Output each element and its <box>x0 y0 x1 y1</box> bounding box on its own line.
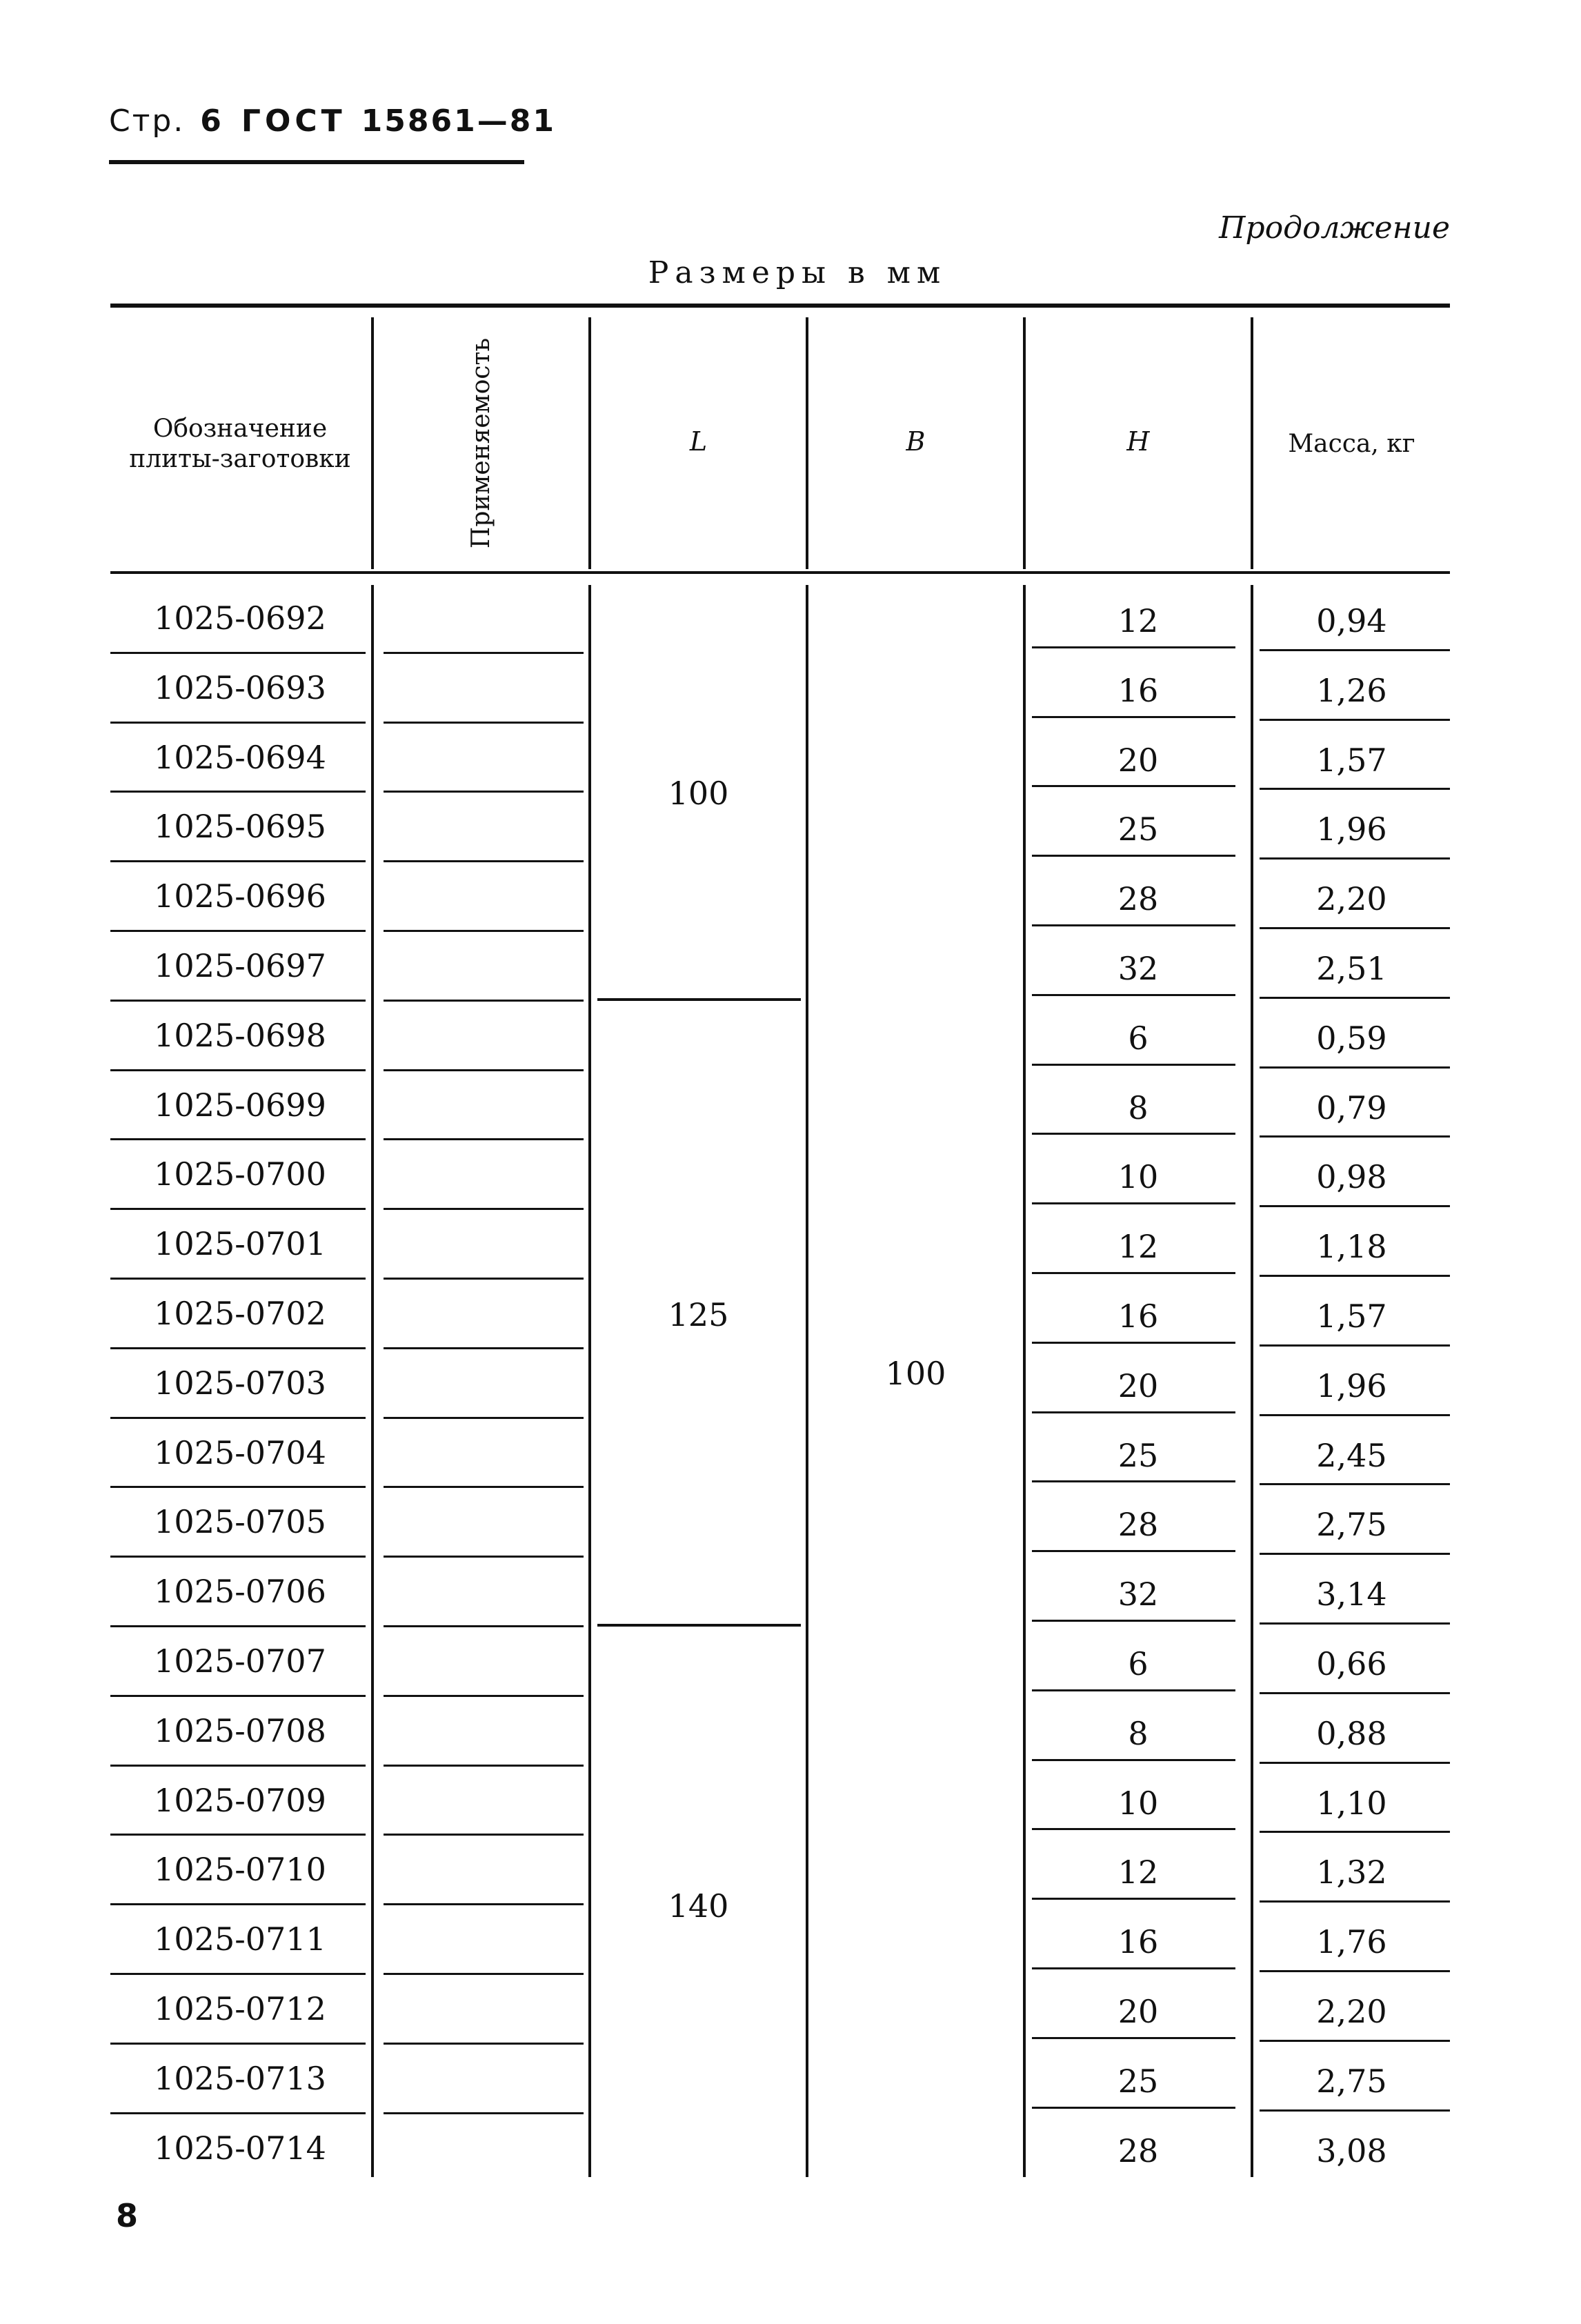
B-cell: 100 <box>885 1355 946 1393</box>
row-rule <box>384 652 584 654</box>
mass-cell: 1,96 <box>1316 811 1387 848</box>
row-rule <box>110 930 366 932</box>
row-rule <box>110 2043 366 2045</box>
row-rule <box>1032 924 1235 926</box>
row-rule <box>384 1208 584 1210</box>
mass-cell: 3,14 <box>1316 1576 1387 1613</box>
row-rule <box>110 1765 366 1767</box>
L-group-cell: 125 <box>668 1296 729 1334</box>
row-rule <box>110 1834 366 1836</box>
row-rule <box>110 860 366 862</box>
mass-cell: 3,08 <box>1316 2132 1387 2169</box>
mass-cell: 1,26 <box>1316 671 1387 709</box>
row-rule <box>110 1695 366 1697</box>
designation-cell: 1025-0693 <box>154 668 326 706</box>
row-rule <box>1260 1622 1450 1625</box>
page-number-bottom: 8 <box>116 2197 139 2234</box>
mass-cell: 0,59 <box>1316 1019 1387 1057</box>
designation-cell: 1025-0707 <box>154 1642 326 1680</box>
row-rule <box>1260 1135 1450 1138</box>
row-rule <box>384 1556 584 1558</box>
designation-cell: 1025-0700 <box>154 1155 326 1193</box>
h-cell: 25 <box>1117 2062 1159 2100</box>
h-cell: 8 <box>1128 1714 1149 1752</box>
row-rule <box>384 2043 584 2045</box>
row-rule <box>110 1556 366 1558</box>
page-label: Стр. <box>109 103 186 139</box>
row-rule <box>384 1973 584 1975</box>
row-rule <box>110 1000 366 1002</box>
header-designation: Обозначение плиты-заготовки <box>129 415 351 473</box>
row-rule <box>1260 649 1450 651</box>
row-rule <box>384 1417 584 1419</box>
row-rule <box>1032 994 1235 996</box>
row-rule <box>1260 927 1450 929</box>
row-rule <box>1032 855 1235 857</box>
row-rule <box>110 1138 366 1140</box>
col-divider <box>588 585 591 2177</box>
row-rule <box>384 1903 584 1905</box>
standard-number: 15861—81 <box>361 103 556 139</box>
designation-cell: 1025-0711 <box>154 1920 326 1958</box>
designation-cell: 1025-0692 <box>154 599 326 637</box>
mass-cell: 0,66 <box>1316 1645 1387 1682</box>
mass-cell: 0,94 <box>1316 602 1387 639</box>
row-rule <box>1260 1205 1450 1207</box>
row-rule <box>110 1347 366 1349</box>
designation-cell: 1025-0712 <box>154 1990 326 2027</box>
h-cell: 32 <box>1117 950 1159 987</box>
row-rule <box>110 1417 366 1419</box>
row-rule <box>1032 1064 1235 1066</box>
designation-cell: 1025-0698 <box>154 1016 326 1054</box>
row-rule <box>110 722 366 724</box>
designation-cell: 1025-0709 <box>154 1781 326 1819</box>
row-rule <box>384 1278 584 1280</box>
row-rule <box>384 1138 584 1140</box>
designation-cell: 1025-0705 <box>154 1503 326 1541</box>
mass-cell: 0,98 <box>1316 1158 1387 1196</box>
row-rule <box>110 2112 366 2114</box>
row-rule <box>1032 1480 1235 1482</box>
h-cell: 6 <box>1128 1645 1149 1682</box>
page-header <box>109 103 556 139</box>
row-rule <box>384 1486 584 1488</box>
h-cell: 12 <box>1117 1854 1159 1891</box>
header-applicability-cell <box>374 317 588 569</box>
mass-cell: 2,75 <box>1316 1506 1387 1544</box>
row-rule <box>1032 2037 1235 2039</box>
L-group-cell: 140 <box>668 1887 729 1925</box>
h-cell: 16 <box>1117 1298 1159 1335</box>
h-cell: 20 <box>1117 1993 1159 2030</box>
mass-cell: 2,75 <box>1316 2062 1387 2100</box>
L-group-rule <box>597 1624 801 1627</box>
row-rule <box>1032 2107 1235 2109</box>
row-rule <box>384 930 584 932</box>
mass-cell: 0,88 <box>1316 1714 1387 1752</box>
continuation-label: Продолжение <box>1219 210 1450 246</box>
designation-cell: 1025-0699 <box>154 1086 326 1124</box>
row-rule <box>1260 1066 1450 1069</box>
row-rule <box>1032 1411 1235 1413</box>
row-rule <box>384 860 584 862</box>
units-caption: Размеры в мм <box>648 255 947 290</box>
mass-cell: 1,57 <box>1316 741 1387 779</box>
row-rule <box>1032 1759 1235 1761</box>
row-rule <box>1260 1970 1450 1972</box>
table-header-rule <box>110 571 1450 574</box>
mass-cell: 1,76 <box>1316 1923 1387 1961</box>
mass-cell: 2,45 <box>1316 1436 1387 1474</box>
row-rule <box>384 1765 584 1767</box>
designation-cell: 1025-0710 <box>154 1851 326 1889</box>
row-rule <box>1260 2040 1450 2042</box>
h-cell: 10 <box>1117 1784 1159 1822</box>
h-cell: 12 <box>1117 1228 1159 1266</box>
row-rule <box>1032 716 1235 718</box>
row-rule <box>1260 2109 1450 2112</box>
row-rule <box>110 1486 366 1488</box>
h-cell: 12 <box>1117 602 1159 639</box>
h-cell: 20 <box>1117 741 1159 779</box>
mass-cell: 1,10 <box>1316 1784 1387 1822</box>
row-rule <box>1032 1620 1235 1622</box>
row-rule <box>1260 1762 1450 1764</box>
designation-cell: 1025-0702 <box>154 1295 326 1332</box>
row-rule <box>1260 1831 1450 1833</box>
row-rule <box>384 1069 584 1071</box>
designation-cell: 1025-0708 <box>154 1711 326 1749</box>
designation-cell: 1025-0696 <box>154 877 326 915</box>
header-applicability: Применяемость <box>467 337 495 549</box>
row-rule <box>1260 1275 1450 1277</box>
row-rule <box>1032 1550 1235 1552</box>
row-rule <box>384 1625 584 1627</box>
row-rule <box>1032 1898 1235 1900</box>
row-rule <box>384 722 584 724</box>
mass-cell: 0,79 <box>1316 1089 1387 1126</box>
row-rule <box>110 1208 366 1210</box>
L-group-rule <box>597 998 801 1001</box>
mass-cell: 2,20 <box>1316 1993 1387 2030</box>
row-rule <box>1032 1828 1235 1830</box>
h-cell: 28 <box>1117 880 1159 918</box>
row-rule <box>1260 997 1450 999</box>
mass-cell: 1,32 <box>1316 1854 1387 1891</box>
row-rule <box>1260 1553 1450 1555</box>
row-rule <box>1260 1900 1450 1903</box>
row-rule <box>110 1069 366 1071</box>
row-rule <box>110 652 366 654</box>
h-cell: 32 <box>1117 1576 1159 1613</box>
row-rule <box>1032 1272 1235 1274</box>
header-mass: Масса, кг <box>1288 430 1415 458</box>
mass-cell: 1,57 <box>1316 1298 1387 1335</box>
h-cell: 25 <box>1117 1436 1159 1474</box>
row-rule <box>384 1834 584 1836</box>
page-number: 6 <box>200 103 223 139</box>
row-rule <box>384 1695 584 1697</box>
row-rule <box>110 1973 366 1975</box>
h-cell: 16 <box>1117 671 1159 709</box>
designation-cell: 1025-0714 <box>154 2129 326 2167</box>
row-rule <box>1260 1483 1450 1485</box>
designation-cell: 1025-0697 <box>154 947 326 984</box>
designation-cell: 1025-0694 <box>154 738 326 776</box>
row-rule <box>384 1347 584 1349</box>
h-cell: 25 <box>1117 811 1159 848</box>
L-group-cell: 100 <box>668 775 729 813</box>
designation-cell: 1025-0703 <box>154 1364 326 1402</box>
row-rule <box>1260 1414 1450 1416</box>
header-underline <box>109 160 524 164</box>
designation-cell: 1025-0704 <box>154 1433 326 1471</box>
designation-cell: 1025-0701 <box>154 1225 326 1263</box>
mass-cell: 2,20 <box>1316 880 1387 918</box>
row-rule <box>384 2112 584 2114</box>
row-rule <box>1260 719 1450 721</box>
row-rule <box>1032 646 1235 648</box>
h-cell: 28 <box>1117 1506 1159 1544</box>
col-divider <box>371 585 374 2177</box>
row-rule <box>1032 1202 1235 1204</box>
row-rule <box>1032 1133 1235 1135</box>
mass-cell: 1,18 <box>1316 1228 1387 1266</box>
table-top-rule <box>110 304 1450 308</box>
mass-cell: 1,96 <box>1316 1367 1387 1404</box>
designation-cell: 1025-0713 <box>154 2059 326 2097</box>
row-rule <box>110 1278 366 1280</box>
mass-cell: 2,51 <box>1316 950 1387 987</box>
h-cell: 20 <box>1117 1367 1159 1404</box>
row-rule <box>1260 788 1450 790</box>
row-rule <box>1260 1344 1450 1347</box>
standard-name: ГОСТ <box>241 103 346 139</box>
row-rule <box>1260 1692 1450 1694</box>
row-rule <box>110 1903 366 1905</box>
designation-cell: 1025-0695 <box>154 808 326 846</box>
row-rule <box>1032 785 1235 787</box>
h-cell: 16 <box>1117 1923 1159 1961</box>
row-rule <box>384 791 584 793</box>
row-rule <box>110 791 366 793</box>
h-cell: 6 <box>1128 1019 1149 1057</box>
header-H: H <box>1126 426 1150 457</box>
header-L: L <box>689 426 708 457</box>
row-rule <box>110 1625 366 1627</box>
row-rule <box>1032 1689 1235 1691</box>
designation-cell: 1025-0706 <box>154 1573 326 1611</box>
h-cell: 10 <box>1117 1158 1159 1196</box>
row-rule <box>1032 1967 1235 1969</box>
row-rule <box>1032 1342 1235 1344</box>
header-B: B <box>906 426 926 457</box>
row-rule <box>384 1000 584 1002</box>
row-rule <box>1260 857 1450 860</box>
h-cell: 8 <box>1128 1089 1149 1126</box>
h-cell: 28 <box>1117 2132 1159 2169</box>
